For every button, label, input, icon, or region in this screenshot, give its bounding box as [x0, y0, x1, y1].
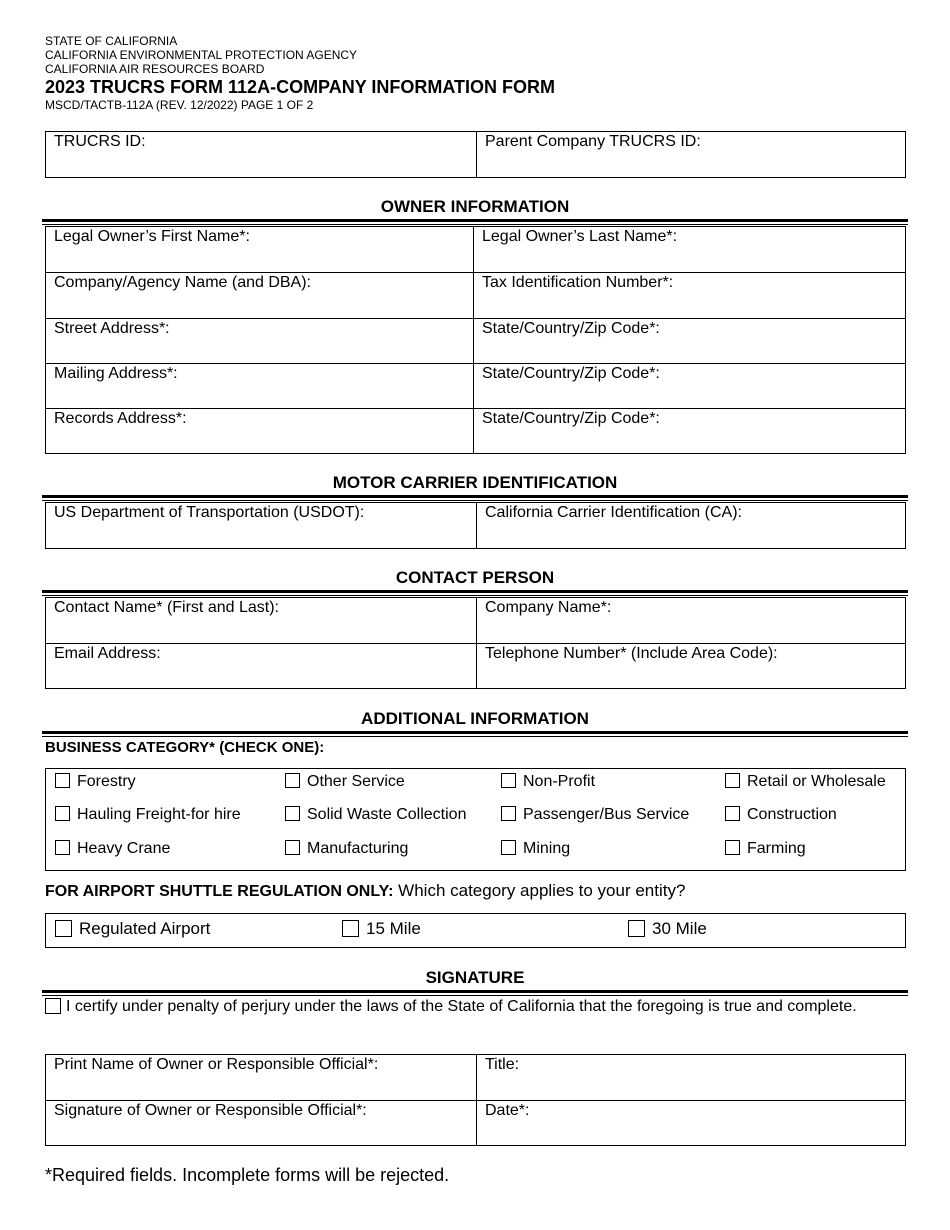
title-field[interactable] [476, 1055, 905, 1100]
contact-divider [42, 590, 908, 596]
company-name-field[interactable] [46, 273, 473, 318]
usdot-label: US Department of Transportation (USDOT): [54, 504, 365, 521]
category-heavy-crane[interactable] [55, 840, 170, 858]
category-label: Other Service [307, 773, 405, 790]
print-name-field[interactable] [46, 1055, 476, 1100]
street-address-field[interactable] [46, 319, 473, 363]
phone-field[interactable] [476, 644, 905, 688]
checkbox[interactable] [628, 920, 645, 937]
last-name-label: Legal Owner’s Last Name*: [482, 228, 678, 245]
category-label: Hauling Freight-for hire [77, 806, 241, 823]
required-fields-note: *Required fields. Incomplete forms will be rejected. [45, 1165, 450, 1185]
checkbox[interactable] [501, 840, 516, 855]
category-label: Non-Profit [523, 773, 596, 790]
signature-field[interactable] [46, 1101, 476, 1145]
checkbox[interactable] [55, 773, 70, 788]
usdot-field[interactable] [46, 503, 476, 548]
category-label: Solid Waste Collection [307, 806, 467, 823]
airport-shuttle-text: Which category applies to your entity? [393, 881, 686, 900]
company-name-label: Company/Agency Name (and DBA): [54, 274, 311, 291]
certify-checkbox[interactable] [45, 998, 61, 1014]
phone-label: Telephone Number* (Include Area Code): [485, 645, 778, 662]
state-line: STATE OF CALIFORNIA [45, 34, 178, 48]
email-field[interactable] [46, 644, 476, 688]
records-zip-label: State/Country/Zip Code*: [482, 410, 660, 427]
agency-line: CALIFORNIA ENVIRONMENTAL PROTECTION AGENCY [45, 48, 358, 62]
first-name-label: Legal Owner’s First Name*: [54, 228, 250, 245]
first-name-field[interactable] [46, 227, 473, 272]
category-label: Passenger/Bus Service [523, 806, 690, 823]
checkbox[interactable] [55, 920, 72, 937]
contact-name-field[interactable] [46, 598, 476, 643]
revision-line: MSCD/TACTB-112A (REV. 12/2022) PAGE 1 OF 2 [45, 98, 314, 112]
category-mining[interactable] [501, 840, 570, 858]
trucrs-id-table [45, 131, 906, 178]
category-hauling[interactable] [55, 806, 241, 824]
certification-statement [45, 997, 865, 1017]
contact-heading: CONTACT PERSON [395, 568, 555, 587]
checkbox[interactable] [55, 806, 70, 821]
carrier-heading: MOTOR CARRIER IDENTIFICATION [332, 473, 618, 492]
contact-name-label: Contact Name* (First and Last): [54, 599, 279, 616]
category-label: Heavy Crane [77, 840, 171, 857]
board-line: CALIFORNIA AIR RESOURCES BOARD [45, 62, 265, 76]
category-label: Manufacturing [307, 840, 409, 857]
checkbox[interactable] [285, 773, 300, 788]
street-zip-field[interactable] [473, 319, 905, 363]
airport-shuttle-label: FOR AIRPORT SHUTTLE REGULATION ONLY: [45, 883, 394, 900]
ca-carrier-field[interactable] [476, 503, 905, 548]
airport-shuttle-question [45, 881, 685, 901]
carrier-table [45, 502, 906, 549]
category-label: Mining [523, 840, 571, 857]
checkbox[interactable] [55, 840, 70, 855]
signature-table [45, 1054, 906, 1146]
form-header [45, 34, 555, 112]
owner-divider [42, 219, 908, 225]
category-retail[interactable] [725, 773, 886, 791]
checkbox[interactable] [501, 806, 516, 821]
checkbox[interactable] [342, 920, 359, 937]
records-zip-field[interactable] [473, 409, 905, 453]
checkbox[interactable] [285, 806, 300, 821]
street-address-label: Street Address*: [54, 320, 170, 337]
airport-option-label: 30 Mile [652, 919, 707, 938]
airport-option-15-mile[interactable] [342, 919, 421, 939]
mailing-zip-field[interactable] [473, 364, 905, 408]
category-label: Forestry [77, 773, 136, 790]
airport-option-label: Regulated Airport [79, 919, 211, 938]
signature-heading: SIGNATURE [425, 968, 525, 987]
date-field[interactable] [476, 1101, 905, 1145]
business-category-label: BUSINESS CATEGORY* (CHECK ONE): [45, 739, 325, 756]
carrier-divider [42, 495, 908, 501]
trucrs-id-label: TRUCRS ID: [54, 133, 146, 150]
contact-table [45, 597, 906, 689]
parent-trucrs-id-label: Parent Company TRUCRS ID: [485, 133, 701, 150]
category-passenger-bus[interactable] [501, 806, 689, 824]
mailing-address-label: Mailing Address*: [54, 365, 178, 382]
category-other-service[interactable] [285, 773, 405, 791]
checkbox[interactable] [725, 840, 740, 855]
additional-heading: ADDITIONAL INFORMATION [361, 709, 589, 728]
checkbox[interactable] [501, 773, 516, 788]
print-name-label: Print Name of Owner or Responsible Official*: [54, 1056, 379, 1073]
checkbox[interactable] [285, 840, 300, 855]
category-solid-waste[interactable] [285, 806, 466, 824]
category-label: Retail or Wholesale [747, 773, 886, 790]
certify-text: I certify under penalty of perjury under the laws of the State of California that the foregoing is true and complete. [66, 998, 857, 1015]
form-title: 2023 TRUCRS FORM 112A-COMPANY INFORMATION FORM [45, 77, 556, 97]
date-label: Date*: [485, 1102, 530, 1119]
records-address-field[interactable] [46, 409, 473, 453]
records-address-label: Records Address*: [54, 410, 187, 427]
parent-trucrs-id-field[interactable] [476, 132, 905, 177]
ca-carrier-label: California Carrier Identification (CA): [485, 504, 742, 521]
contact-company-label: Company Name*: [485, 599, 612, 616]
mailing-zip-label: State/Country/Zip Code*: [482, 365, 660, 382]
category-forestry[interactable] [55, 773, 136, 791]
title-label: Title: [485, 1056, 520, 1073]
airport-option-regulated[interactable] [55, 919, 210, 939]
email-label: Email Address: [54, 645, 161, 662]
tax-id-field[interactable] [473, 273, 905, 318]
category-non-profit[interactable] [501, 773, 595, 791]
owner-info-heading: OWNER INFORMATION [380, 197, 570, 216]
category-label: Farming [747, 840, 806, 857]
business-category-box [45, 768, 906, 871]
checkbox[interactable] [725, 773, 740, 788]
airport-option-30-mile[interactable] [628, 919, 707, 939]
checkbox[interactable] [725, 806, 740, 821]
category-manufacturing[interactable] [285, 840, 408, 858]
airport-options-box [45, 913, 906, 948]
signature-label: Signature of Owner or Responsible Official*: [54, 1102, 367, 1119]
mailing-address-field[interactable] [46, 364, 473, 408]
category-farming[interactable] [725, 840, 806, 858]
category-construction[interactable] [725, 806, 837, 824]
last-name-field[interactable] [473, 227, 905, 272]
trucrs-id-field[interactable] [46, 132, 476, 177]
category-label: Construction [747, 806, 837, 823]
contact-company-field[interactable] [476, 598, 905, 643]
tax-id-label: Tax Identification Number*: [482, 274, 674, 291]
street-zip-label: State/Country/Zip Code*: [482, 320, 660, 337]
airport-option-label: 15 Mile [366, 919, 421, 938]
owner-table [45, 226, 906, 454]
additional-divider [42, 731, 908, 737]
signature-divider [42, 990, 908, 996]
